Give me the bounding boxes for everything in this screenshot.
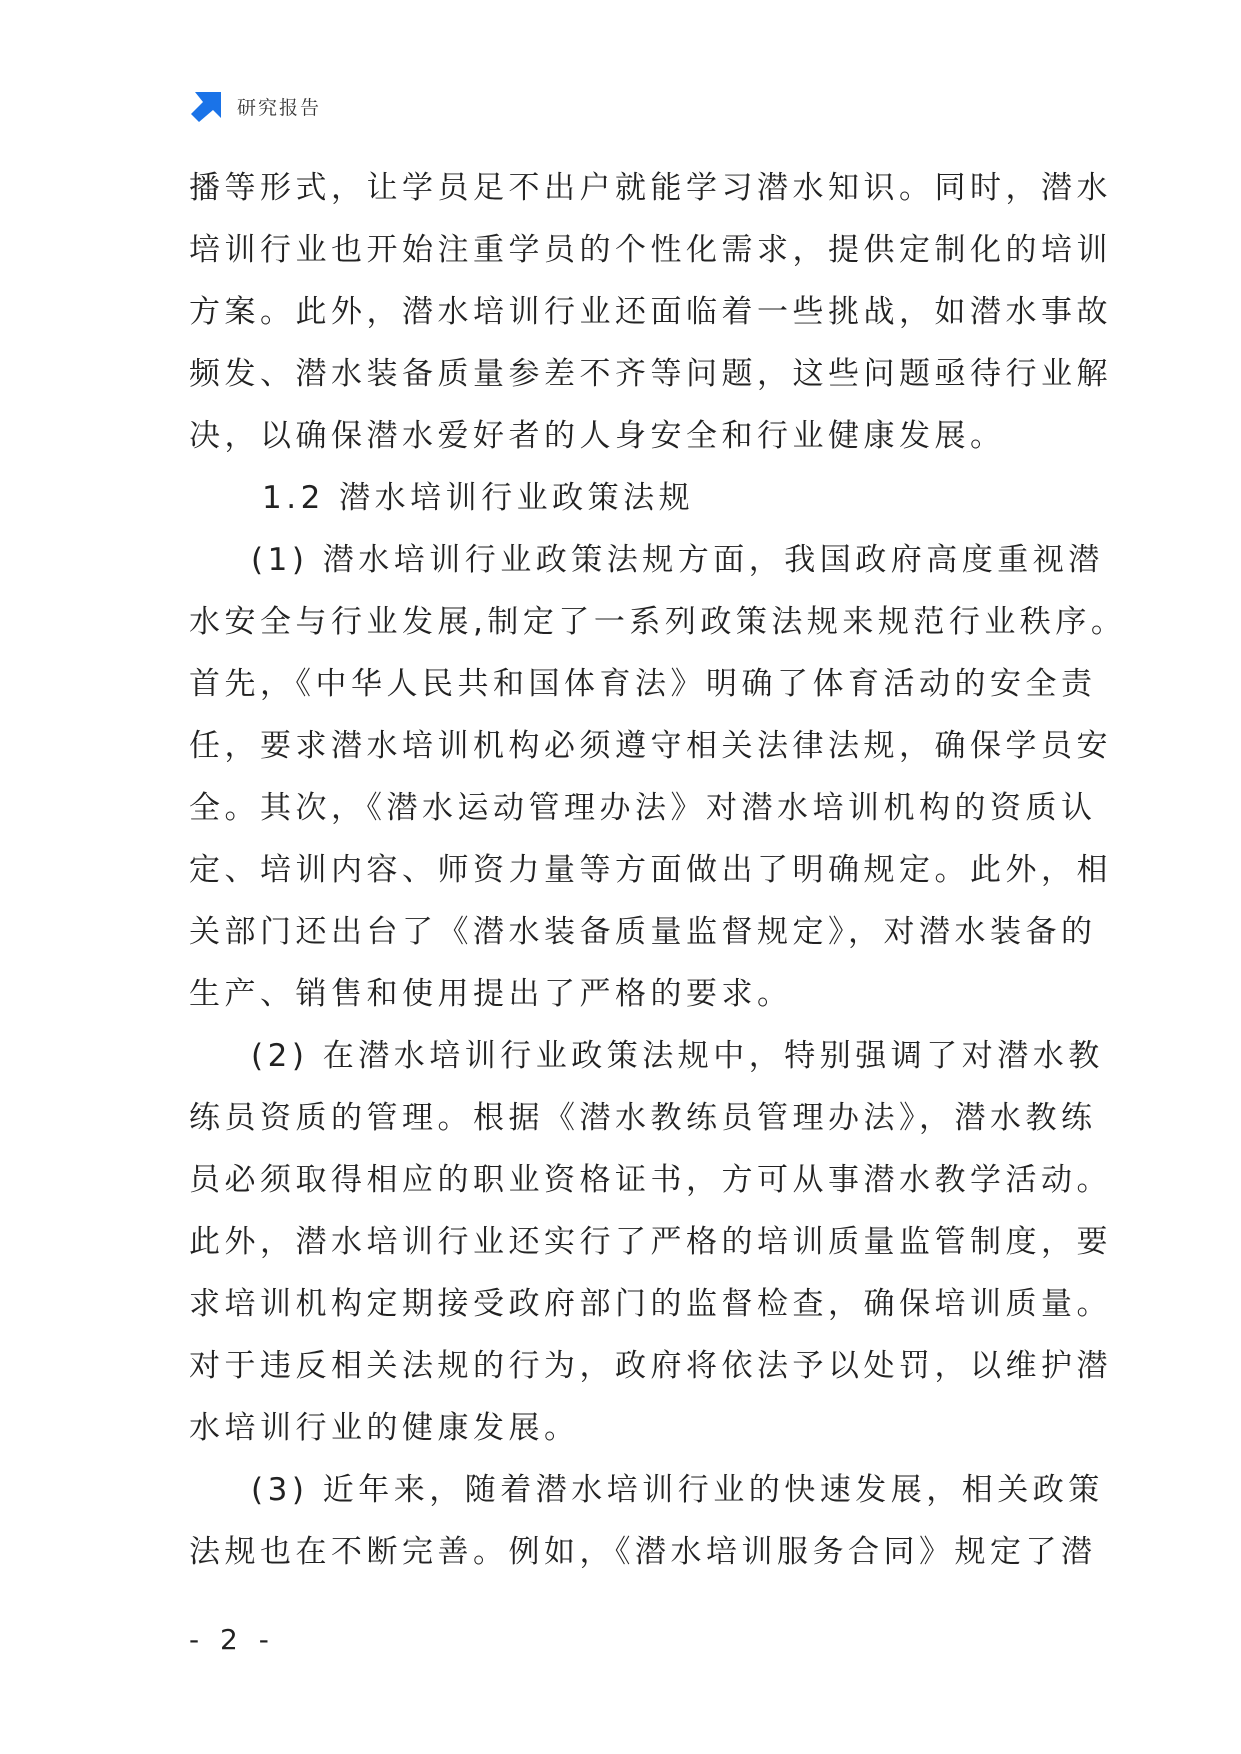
page-number: - 2 - bbox=[189, 1623, 275, 1656]
body-text-line: (3) 近年来，随着潜水培训行业的快速发展，相关政策 bbox=[251, 1472, 1104, 1508]
body-text-line: 水安全与行业发展,制定了一系列政策法规来规范行业秩序。 bbox=[189, 604, 1127, 640]
body-text-line: 求培训机构定期接受政府部门的监督检查，确保培训质量。 bbox=[189, 1286, 1112, 1322]
body-text-line: 频发、潜水装备质量参差不齐等问题，这些问题亟待行业解 bbox=[189, 356, 1112, 392]
body-text-line: 关部门还出台了《潜水装备质量监督规定》，对潜水装备的 bbox=[189, 914, 1097, 950]
body-text-line: (1) 潜水培训行业政策法规方面，我国政府高度重视潜 bbox=[251, 542, 1104, 578]
body-text-line: 练员资质的管理。根据《潜水教练员管理办法》，潜水教练 bbox=[189, 1100, 1097, 1136]
body-text-line: 生产、销售和使用提出了严格的要求。 bbox=[189, 976, 793, 1012]
document-body bbox=[189, 157, 1127, 1583]
section-heading: 1.2 潜水培训行业政策法规 bbox=[262, 480, 695, 516]
body-text-line: 员必须取得相应的职业资格证书，方可从事潜水教学活动。 bbox=[189, 1162, 1112, 1198]
arrow-up-right-icon bbox=[189, 90, 223, 122]
body-text-line: 对于违反相关法规的行为，政府将依法予以处罚，以维护潜 bbox=[189, 1348, 1112, 1384]
body-text-line: 定、培训内容、师资力量等方面做出了明确规定。此外，相 bbox=[189, 852, 1112, 888]
body-text-line: 全。其次，《潜水运动管理办法》对潜水培训机构的资质认 bbox=[189, 790, 1097, 826]
body-text-line: 首先，《中华人民共和国体育法》明确了体育活动的安全责 bbox=[189, 666, 1097, 702]
body-text-line: 水培训行业的健康发展。 bbox=[189, 1410, 580, 1446]
body-text-line: 此外，潜水培训行业还实行了严格的培训质量监管制度，要 bbox=[189, 1224, 1112, 1260]
body-text-line: 任，要求潜水培训机构必须遵守相关法律法规，确保学员安 bbox=[189, 728, 1112, 764]
body-text-line: 法规也在不断完善。例如，《潜水培训服务合同》规定了潜 bbox=[189, 1534, 1097, 1570]
body-text-line: 决，以确保潜水爱好者的人身安全和行业健康发展。 bbox=[189, 418, 1006, 454]
body-text-line: 培训行业也开始注重学员的个性化需求，提供定制化的培训 bbox=[189, 232, 1112, 268]
body-text-line: (2) 在潜水培训行业政策法规中，特别强调了对潜水教 bbox=[251, 1038, 1104, 1074]
header-title: 研究报告 bbox=[237, 96, 322, 119]
page-header bbox=[189, 90, 321, 122]
body-text-line: 播等形式，让学员足不出户就能学习潜水知识。同时，潜水 bbox=[189, 170, 1112, 206]
body-text-line: 方案。此外，潜水培训行业还面临着一些挑战，如潜水事故 bbox=[189, 294, 1112, 330]
